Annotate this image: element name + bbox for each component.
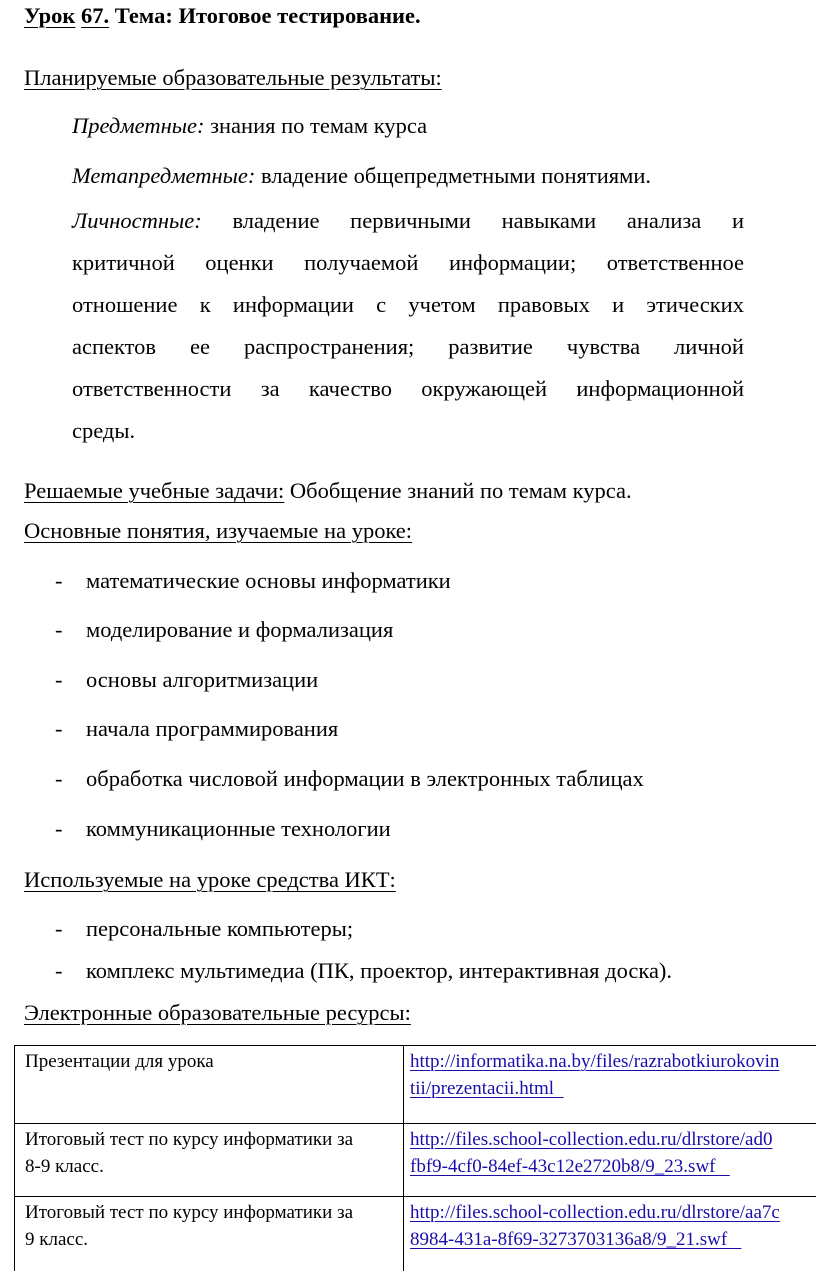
dash-bullet: - <box>55 916 63 941</box>
resource-link-line[interactable]: http://files.school-collection.edu.ru/dlrstore/ad0 <box>410 1129 773 1150</box>
resource-name-cell <box>15 1124 404 1197</box>
resource-link-line[interactable]: http://informatika.na.by/files/razrabotkiurokovin <box>410 1051 780 1072</box>
concept-item: начала программирования <box>86 716 339 741</box>
meta-text: владение общепредметными понятиями. <box>261 163 652 188</box>
lesson-topic: Тема: Итоговое тестирование. <box>109 3 421 28</box>
personal-line-6: среды. <box>72 418 136 443</box>
resource-link-line[interactable]: 8984-431a-8f69-3273703136a8/9_21.swf <box>410 1229 742 1250</box>
word: информации <box>232 292 354 317</box>
lesson-number: 67. <box>81 3 110 28</box>
word: информационной <box>576 376 744 401</box>
word: личной <box>674 334 744 359</box>
outcomes-heading: Планируемые образовательные результаты: <box>24 65 442 90</box>
word: ответственное <box>606 250 744 275</box>
ict-item: комплекс мультимедиа (ПК, проектор, интерактивная доска). <box>86 958 673 983</box>
word: распространения; <box>243 334 415 359</box>
word: с <box>376 292 387 317</box>
word: аспектов <box>72 334 157 359</box>
resource-name-cell <box>15 1046 404 1124</box>
meta-label: Метапредметные: <box>72 163 256 188</box>
word: оценки <box>205 250 274 275</box>
resource-link-cell <box>404 1197 816 1271</box>
resource-link-line[interactable]: tii/prezentacii.html <box>410 1078 564 1099</box>
word: к <box>199 292 211 317</box>
word: получаемой <box>304 250 419 275</box>
word: окружающей <box>421 376 548 401</box>
resources-table <box>14 1045 816 1271</box>
word: ответственности <box>72 376 232 401</box>
tasks-text: Обобщение знаний по темам курса. <box>284 478 632 503</box>
concept-item: основы алгоритмизации <box>86 667 319 692</box>
dash-bullet: - <box>55 766 63 791</box>
word: владение <box>232 208 320 233</box>
resource-name-cell <box>15 1197 404 1271</box>
dash-bullet: - <box>55 716 63 741</box>
dash-bullet: - <box>55 667 63 692</box>
resource-name-line: 9 класс. <box>25 1229 89 1250</box>
ict-heading: Используемые на уроке средства ИКТ: <box>24 867 396 892</box>
word: и <box>731 208 744 233</box>
word: критичной <box>72 250 175 275</box>
resources-heading: Электронные образовательные ресурсы: <box>24 1000 411 1025</box>
word: отношение <box>72 292 178 317</box>
word: правовых <box>497 292 590 317</box>
subject-text: знания по темам курса <box>210 113 428 138</box>
word: информации; <box>448 250 577 275</box>
resource-name-line: Итоговый тест по курсу информатики за <box>25 1129 354 1150</box>
word: ее <box>190 334 210 359</box>
dash-bullet: - <box>55 617 63 642</box>
resource-link-cell <box>404 1046 816 1124</box>
word: этических <box>646 292 744 317</box>
concept-item: обработка числовой информации в электронных таблицах <box>86 766 644 791</box>
word: качество <box>308 376 392 401</box>
word: за <box>260 376 280 401</box>
concept-item: математические основы информатики <box>86 568 451 593</box>
table-row <box>15 1197 816 1271</box>
word: чувства <box>566 334 641 359</box>
subject-label: Предметные: <box>72 113 205 138</box>
tasks-heading: Решаемые учебные задачи: <box>24 478 285 503</box>
concepts-heading: Основные понятия, изучаемые на уроке: <box>24 518 413 543</box>
lesson-word: Урок <box>24 3 76 28</box>
resource-link-line[interactable]: fbf9-4cf0-84ef-43c12e2720b8/9_23.swf <box>410 1156 730 1177</box>
resource-link-line[interactable]: http://files.school-collection.edu.ru/dlrstore/aa7c <box>410 1202 780 1223</box>
table-row <box>15 1046 816 1124</box>
dash-bullet: - <box>55 568 63 593</box>
word: навыками <box>501 208 597 233</box>
table-row <box>15 1124 816 1197</box>
word: развитие <box>448 334 533 359</box>
resource-name-line: 8-9 класс. <box>25 1156 104 1177</box>
resource-link-cell <box>404 1124 816 1197</box>
ict-item: персональные компьютеры; <box>86 916 354 941</box>
resource-name-line: Презентации для урока <box>25 1051 214 1072</box>
dash-bullet: - <box>55 958 63 983</box>
word: учетом <box>408 292 476 317</box>
personal-label: Личностные: <box>72 208 202 233</box>
concept-item: коммуникационные технологии <box>86 816 391 841</box>
word: анализа <box>626 208 702 233</box>
word: первичными <box>350 208 471 233</box>
word: и <box>612 292 625 317</box>
dash-bullet: - <box>55 816 63 841</box>
resource-name-line: Итоговый тест по курсу информатики за <box>25 1202 354 1223</box>
concept-item: моделирование и формализация <box>86 617 394 642</box>
